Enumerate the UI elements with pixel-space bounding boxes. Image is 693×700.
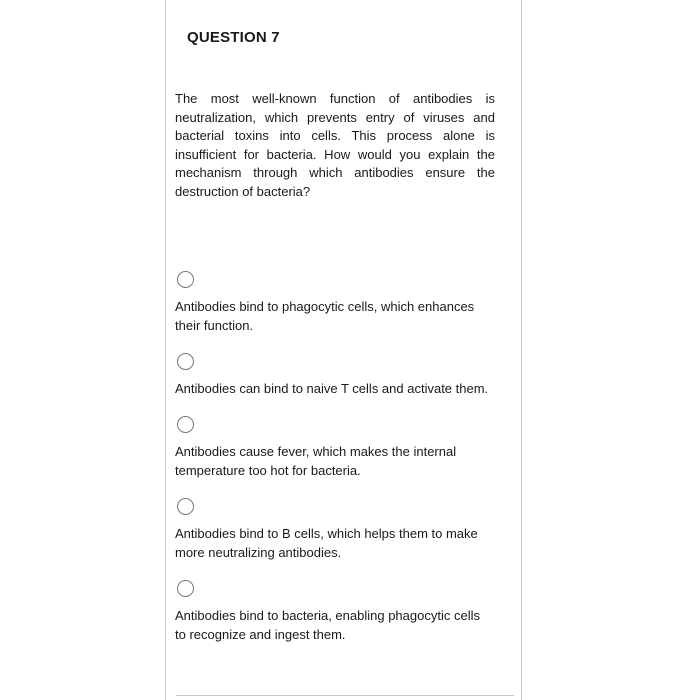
- answer-option-label[interactable]: Antibodies bind to B cells, which helps them to make more neutralizing antibodies.: [175, 526, 478, 560]
- answer-option-label[interactable]: Antibodies bind to phagocytic cells, which enhances their function.: [175, 299, 475, 333]
- question-title: QUESTION 7: [187, 29, 280, 46]
- answer-option-label[interactable]: Antibodies bind to bacteria, enabling phagocytic cells to recognize and ingest them.: [175, 608, 480, 642]
- radio-button-icon[interactable]: [177, 580, 194, 597]
- bottom-divider: [176, 695, 514, 696]
- question-text: The most well-known function of antibodies is neutralization, which prevents entry of viruses and bacterial toxins into cells. This process alone is insufficient for bacteria. How would you explain the mechanism through which antibodies ensure the destruction of bacteria?: [175, 91, 495, 199]
- radio-button-icon[interactable]: [177, 416, 194, 433]
- radio-button-icon[interactable]: [177, 271, 194, 288]
- radio-button-icon[interactable]: [177, 498, 194, 515]
- answer-option-label[interactable]: Antibodies cause fever, which makes the internal temperature too hot for bacteria.: [175, 444, 457, 478]
- question-card: [165, 0, 522, 700]
- answer-option-label[interactable]: Antibodies can bind to naive T cells and activate them.: [175, 381, 489, 396]
- radio-button-icon[interactable]: [177, 353, 194, 370]
